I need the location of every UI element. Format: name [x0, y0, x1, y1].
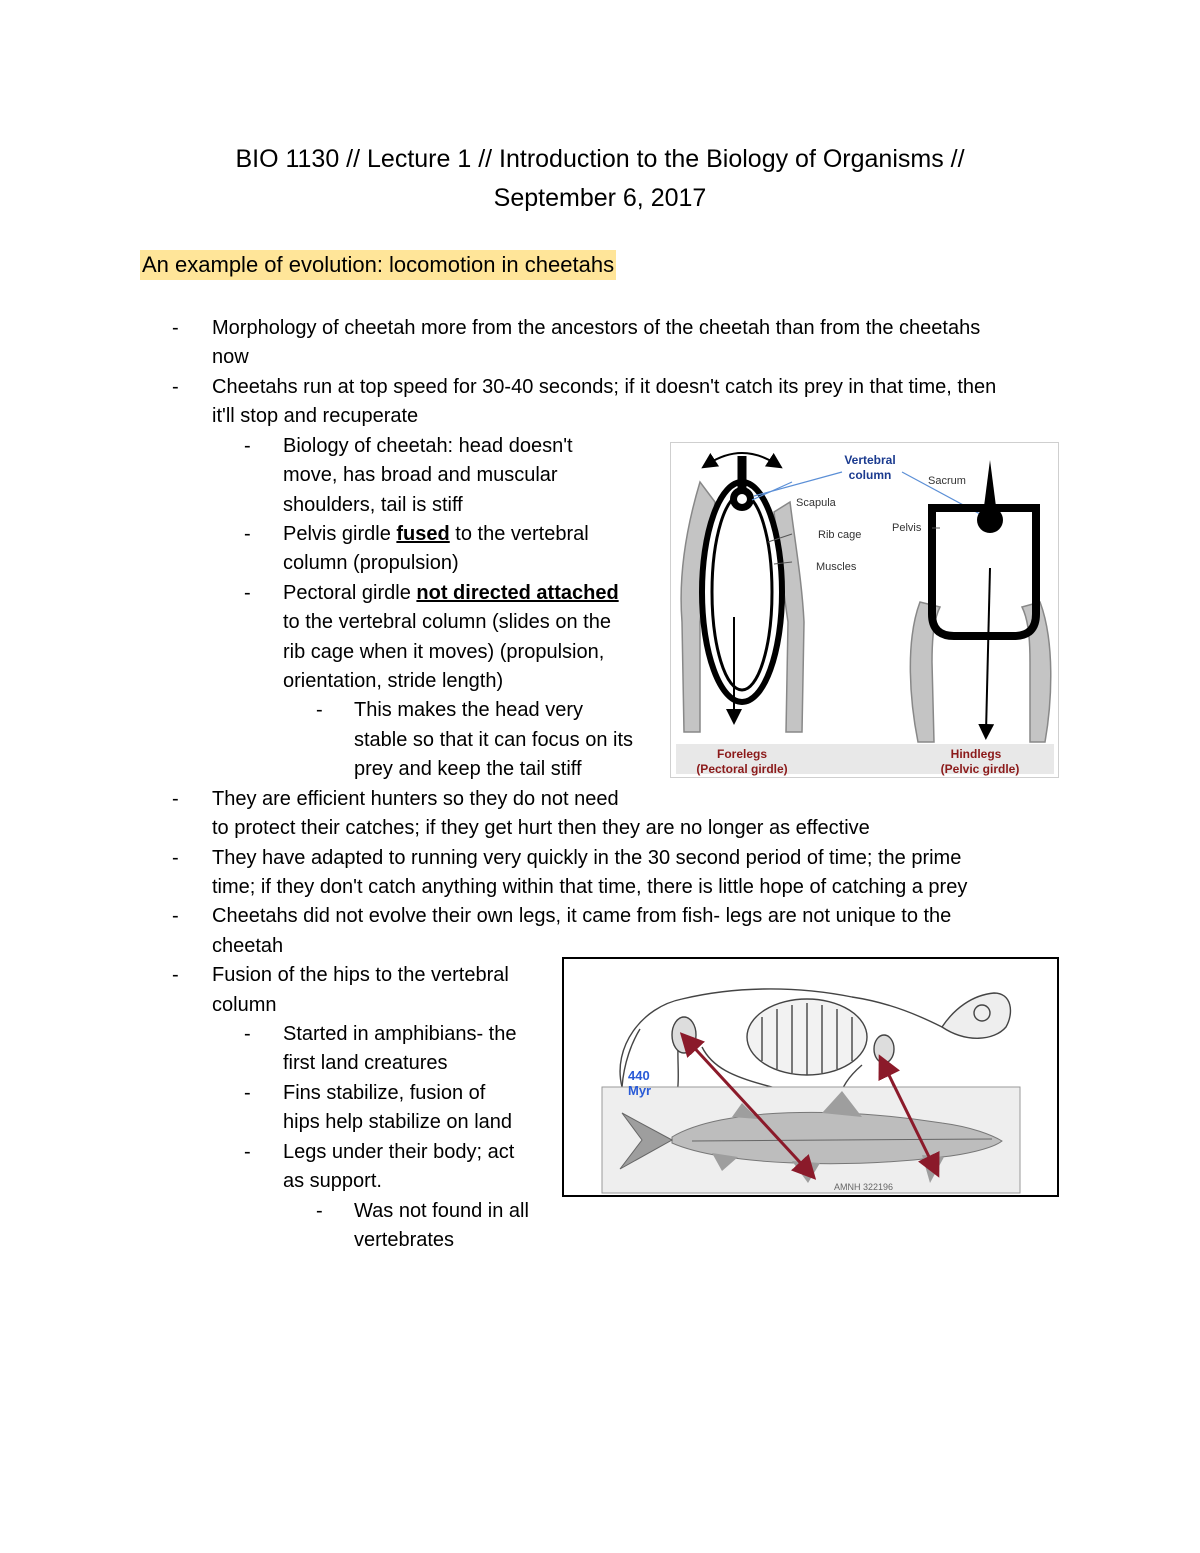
sub-sub-1-line-3: prey and keep the tail stiff [354, 758, 582, 780]
sub-sub-bullet-marker: - [316, 699, 323, 721]
vertebral-column-label-1: Vertebral [844, 453, 896, 467]
sub-2-line-1 [283, 520, 589, 550]
sub-5-line-1: Fins stabilize, fusion of [283, 1082, 486, 1104]
sub-6-line-2: as support. [283, 1170, 382, 1192]
sub-sub-1-line-2: stable so that it can focus on its [354, 729, 634, 751]
sacrum-label: Sacrum [928, 475, 966, 487]
fossil-comparison-figure [562, 957, 1059, 1197]
sub-sub-2-line-1: Was not found in all [354, 1200, 529, 1222]
sub-1-line-1: Biology of cheetah: head doesn't [283, 435, 573, 457]
fossil-comparison [562, 957, 1059, 1197]
sub-3-emphasis: not directed attached [416, 582, 619, 604]
bullet-marker: - [172, 376, 179, 398]
sub-4-line-1: Started in amphibians- the [283, 1023, 517, 1045]
bullet-2-line-2: it'll stop and recuperate [212, 405, 419, 427]
page-title [0, 140, 1200, 218]
rib-cage-shape [702, 482, 782, 702]
sub-2-emphasis: fused [396, 523, 450, 545]
pectoral-girdle-caption: (Pectoral girdle) [696, 762, 788, 776]
sub-bullet-marker: - [244, 582, 251, 604]
sub-2-text-post: to the vertebral [449, 523, 589, 545]
bullet-4-line-1: They have adapted to running very quickly in the 30 second period of time; the prime [212, 847, 962, 869]
girdle-diagram [670, 442, 1059, 778]
bullet-marker: - [172, 317, 179, 339]
sub-2-line-2: column (propulsion) [283, 552, 459, 574]
sub-3-line-3: rib cage when it moves) (propulsion, [283, 641, 605, 663]
bullet-4-line-2: time; if they don't catch anything within that time, there is little hope of catching a prey [212, 876, 968, 898]
bullet-5-line-2: cheetah [212, 935, 284, 957]
age-value-label: 440 [628, 1068, 650, 1083]
title-line-2: September 6, 2017 [493, 184, 707, 212]
vertebral-column-label-2: column [848, 468, 892, 482]
bullet-1-line-1: Morphology of cheetah more from the ancestors of the cheetah than from the cheetahs [212, 317, 981, 339]
sub-bullet-marker: - [244, 1023, 251, 1045]
sub-3-line-1 [283, 579, 619, 609]
sub-5-line-2: hips help stabilize on land [283, 1111, 513, 1133]
sub-3-line-4: orientation, stride length) [283, 670, 504, 692]
bullet-6-line-1: Fusion of the hips to the vertebral [212, 964, 509, 986]
sub-1-line-3: shoulders, tail is stiff [283, 494, 463, 516]
bullet-2-line-1: Cheetahs run at top speed for 30-40 seconds; if it doesn't catch its prey in that time, then [212, 376, 997, 398]
sub-1-line-2: move, has broad and muscular [283, 464, 558, 486]
sub-sub-2-line-2: vertebrates [354, 1229, 455, 1251]
sub-sub-1-line-1: This makes the head very [354, 699, 583, 721]
sub-4-line-2: first land creatures [283, 1052, 448, 1074]
bullet-marker: - [172, 905, 179, 927]
sub-bullet-marker: - [244, 435, 251, 457]
catalog-label: AMNH 322196 [834, 1182, 894, 1192]
sub-sub-bullet-marker: - [316, 1200, 323, 1222]
hindlegs-caption: Hindlegs [950, 747, 1002, 761]
sub-3-text-pre: Pectoral girdle [283, 582, 417, 604]
bullet-3-line-2: to protect their catches; if they get hurt then they are no longer as effective [212, 817, 870, 839]
title-line-1: BIO 1130 // Lecture 1 // Introduction to the Biology of Organisms // [235, 145, 965, 173]
bullet-5-line-1: Cheetahs did not evolve their own legs, it came from fish- legs are not unique to the [212, 905, 952, 927]
bullet-marker: - [172, 788, 179, 810]
girdle-diagram-figure [670, 442, 1059, 778]
bullet-1-line-2: now [212, 346, 249, 368]
bullet-3-line-1: They are efficient hunters so they do not need [212, 788, 619, 810]
section-heading: An example of evolution: locomotion in cheetahs [140, 250, 616, 280]
sub-2-text-pre: Pelvis girdle [283, 523, 397, 545]
pelvic-girdle-caption: (Pelvic girdle) [940, 762, 1020, 776]
muscles-label: Muscles [816, 561, 857, 573]
sub-6-line-1: Legs under their body; act [283, 1141, 515, 1163]
forelegs-caption: Forelegs [716, 747, 768, 761]
bullet-marker: - [172, 847, 179, 869]
age-unit-label: Myr [628, 1083, 652, 1098]
sub-3-line-2: to the vertebral column (slides on the [283, 611, 611, 633]
pelvis-label: Pelvis [892, 522, 922, 534]
sub-bullet-marker: - [244, 523, 251, 545]
bullet-6-line-2: column [212, 994, 277, 1016]
scapula-label: Scapula [796, 497, 836, 509]
rib-cage-label: Rib cage [818, 529, 862, 541]
bullet-marker: - [172, 964, 179, 986]
sub-bullet-marker: - [244, 1082, 251, 1104]
sub-bullet-marker: - [244, 1141, 251, 1163]
